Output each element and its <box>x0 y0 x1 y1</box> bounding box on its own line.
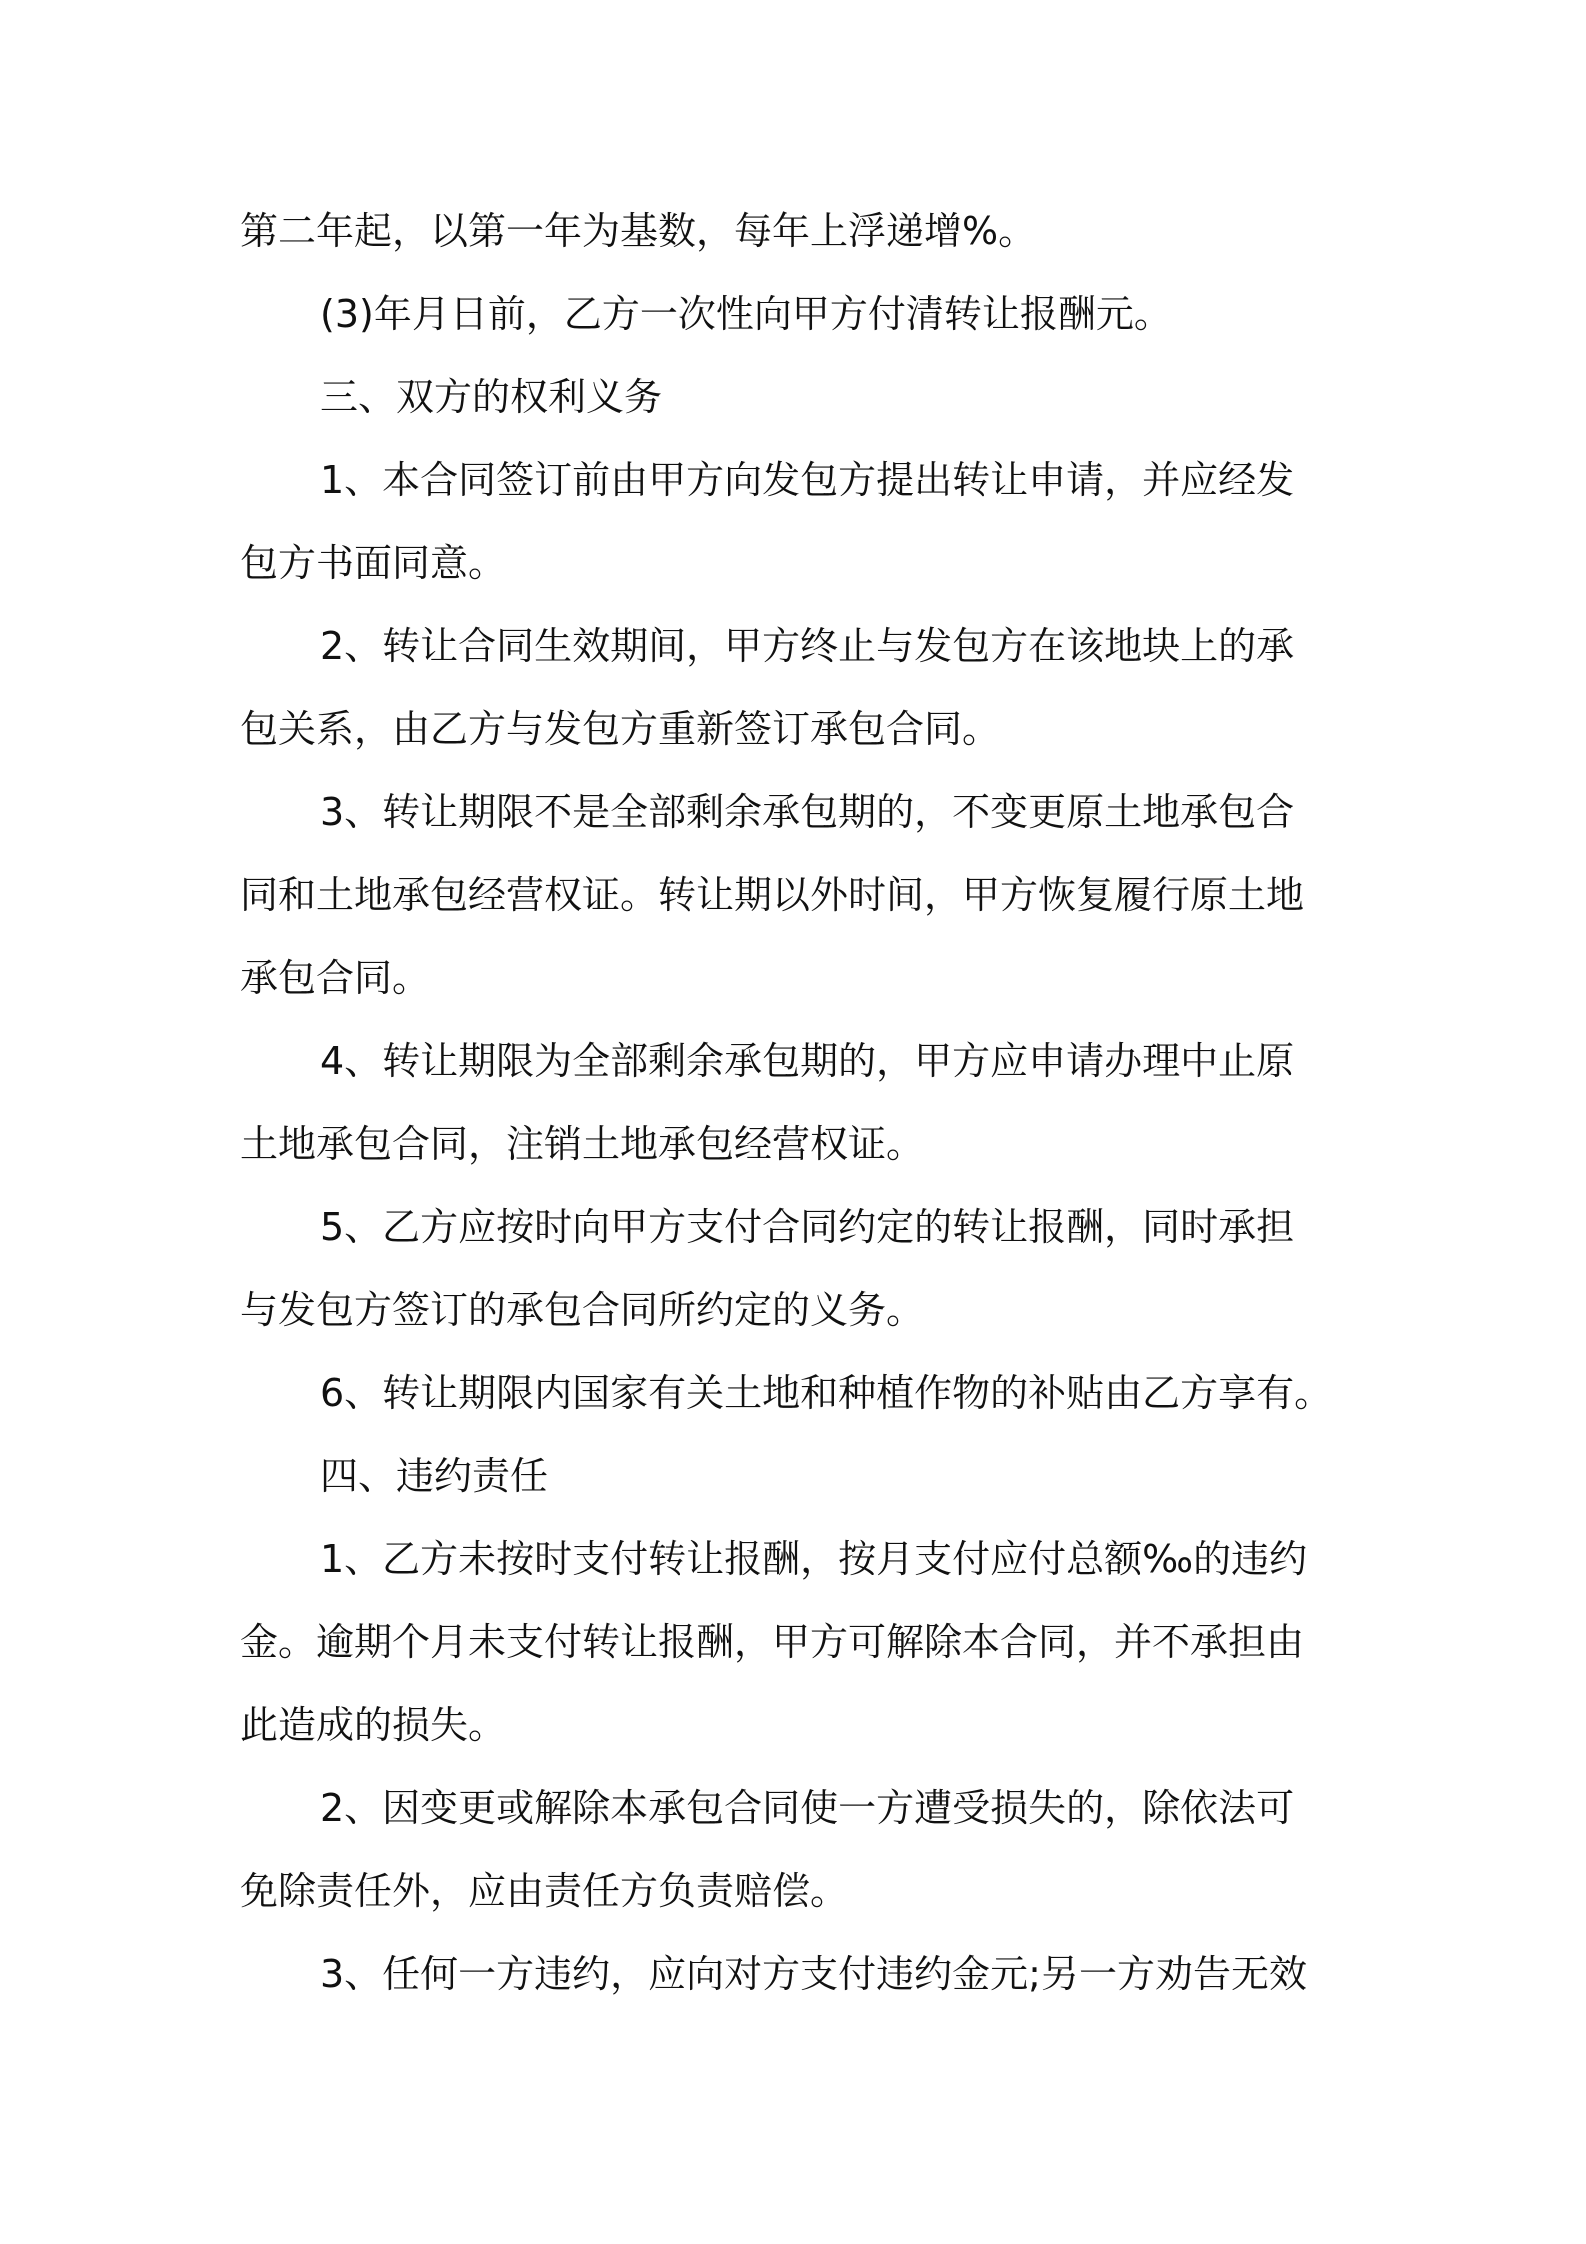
document-body <box>240 190 1370 2016</box>
paragraph-line: 与发包方签订的承包合同所约定的义务。 <box>240 1288 925 1332</box>
paragraph-line: 2、因变更或解除本承包合同使一方遭受损失的，除依法可 <box>320 1786 1295 1830</box>
paragraph-line: 3、转让期限不是全部剩余承包期的，不变更原土地承包合 <box>320 790 1295 834</box>
paragraph-line: 2、转让合同生效期间，甲方终止与发包方在该地块上的承 <box>320 624 1295 668</box>
paragraph-line: 1、本合同签订前由甲方向发包方提出转让申请，并应经发 <box>320 458 1295 502</box>
paragraph-line: (3)年月日前，乙方一次性向甲方付清转让报酬元。 <box>320 292 1172 336</box>
paragraph-line: 6、转让期限内国家有关土地和种植作物的补贴由乙方享有。 <box>320 1371 1333 1415</box>
section-heading: 三、双方的权利义务 <box>320 375 663 419</box>
paragraph-line: 承包合同。 <box>240 956 431 1000</box>
paragraph-line: 此造成的损失。 <box>240 1703 507 1747</box>
paragraph-line: 4、转让期限为全部剩余承包期的，甲方应申请办理中止原 <box>320 1039 1295 1083</box>
paragraph-line: 第二年起，以第一年为基数，每年上浮递增%。 <box>240 209 1037 253</box>
paragraph-line: 5、乙方应按时向甲方支付合同约定的转让报酬，同时承担 <box>320 1205 1295 1249</box>
paragraph-line: 3、任何一方违约，应向对方支付违约金元;另一方劝告无效 <box>320 1952 1307 1996</box>
paragraph-line: 土地承包合同，注销土地承包经营权证。 <box>240 1122 925 1166</box>
paragraph-line: 包关系，由乙方与发包方重新签订承包合同。 <box>240 707 1001 751</box>
paragraph-line: 1、乙方未按时支付转让报酬，按月支付应付总额‰的违约 <box>320 1537 1308 1581</box>
paragraph-line: 包方书面同意。 <box>240 541 507 585</box>
paragraph-line: 同和土地承包经营权证。转让期以外时间，甲方恢复履行原土地 <box>240 873 1305 917</box>
paragraph-line: 免除责任外，应由责任方负责赔偿。 <box>240 1869 849 1913</box>
paragraph-line: 金。逾期个月未支付转让报酬，甲方可解除本合同，并不承担由 <box>240 1620 1305 1664</box>
section-heading: 四、违约责任 <box>320 1454 549 1498</box>
